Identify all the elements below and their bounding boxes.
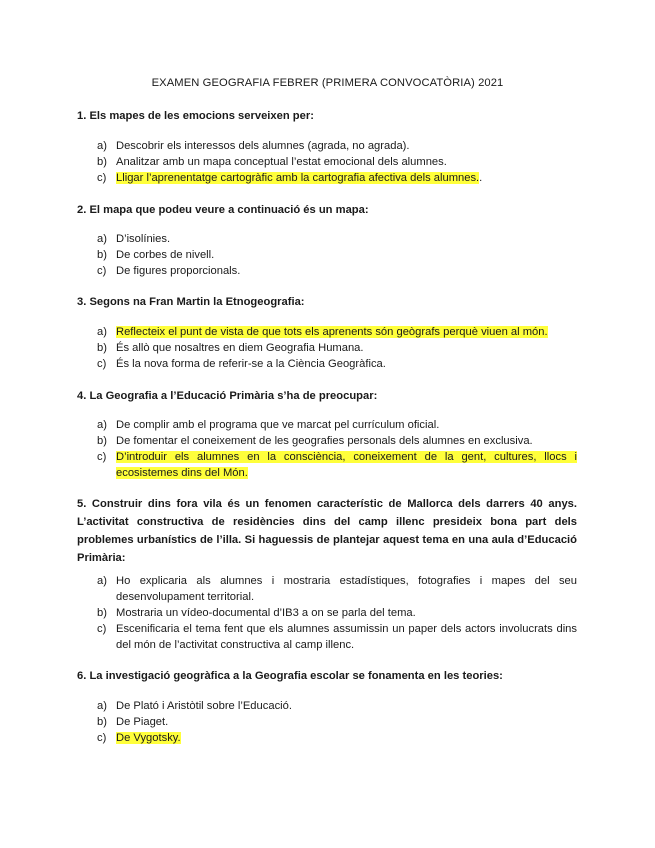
option-2c <box>77 263 577 279</box>
option-letter: c) <box>97 623 107 635</box>
option-text-highlighted: De Vygotsky. <box>116 732 181 744</box>
option-5a <box>77 573 577 605</box>
option-5c <box>77 621 577 653</box>
option-text-highlighted: D’introduir els alumnes en la consciència, coneixement de la gent, cultures, llocs i ecosistemes dins del Món. <box>116 451 577 479</box>
question-4: 4. La Geografia a l’Educació Primària s’ha de preocupar: <box>77 390 378 402</box>
option-4c <box>77 449 577 481</box>
option-2a <box>77 231 577 247</box>
option-3c <box>77 356 577 372</box>
option-letter: c) <box>97 451 107 463</box>
option-1a <box>77 138 577 154</box>
option-letter: b) <box>97 156 107 168</box>
option-text: De Piaget. <box>116 716 169 728</box>
option-4a <box>77 417 577 433</box>
option-3b <box>77 340 577 356</box>
question-4-options <box>77 417 577 481</box>
option-text: De complir amb el programa que ve marcat pel currículum oficial. <box>116 419 440 431</box>
option-text: Ho explicaria als alumnes i mostraria estadístiques, fotografies i mapes del seu desenvolupament territorial. <box>116 575 577 603</box>
option-1c: c) Lligar l’aprenentatge cartogràfic amb la cartografia afectiva dels alumnes.. <box>97 172 483 184</box>
question-2-options <box>77 231 577 279</box>
option-text: D’isolínies. <box>116 233 171 245</box>
question-3: 3. Segons na Fran Martin la Etnogeografia: <box>77 296 305 308</box>
question-6: 6. La investigació geogràfica a la Geografia escolar se fonamenta en les teories: <box>77 670 503 682</box>
option-text: Mostraria un vídeo-documental d’IB3 a on se parla del tema. <box>116 607 416 619</box>
option-6c <box>77 730 577 746</box>
option-2b <box>77 247 577 263</box>
question-2: 2. El mapa que podeu veure a continuació és un mapa: <box>77 204 369 216</box>
option-letter: a) <box>97 700 107 712</box>
option-text: De Plató i Aristòtil sobre l’Educació. <box>116 700 292 712</box>
option-text-highlighted: Lligar l’aprenentatge cartogràfic amb la cartografia afectiva dels alumnes. <box>116 172 480 184</box>
option-letter: c) <box>97 265 107 277</box>
option-letter: c) <box>97 172 107 184</box>
option-letter: b) <box>97 342 107 354</box>
option-letter: c) <box>97 732 107 744</box>
option-letter: b) <box>97 716 107 728</box>
option-1b <box>77 154 577 170</box>
option-4b <box>77 433 577 449</box>
option-text: De fomentar el coneixement de les geografies personals dels alumnes en exclusiva. <box>116 435 533 447</box>
option-letter: b) <box>97 435 107 447</box>
question-6-options <box>77 698 577 746</box>
option-letter: a) <box>97 326 107 338</box>
question-1: 1. Els mapes de les emocions serveixen per: <box>77 110 314 122</box>
option-text: És allò que nosaltres en diem Geografia Humana. <box>116 342 364 354</box>
option-letter: b) <box>97 607 107 619</box>
option-text: De figures proporcionals. <box>116 265 241 277</box>
option-letter: a) <box>97 233 107 245</box>
option-text: De corbes de nivell. <box>116 249 215 261</box>
exam-title: EXAMEN GEOGRAFIA FEBRER (PRIMERA CONVOCATÒRIA) 2021 <box>151 77 504 89</box>
question-5-options <box>77 573 577 653</box>
option-6a <box>77 698 577 714</box>
option-text: Descobrir els interessos dels alumnes (agrada, no agrada). <box>116 140 410 152</box>
option-letter: b) <box>97 249 107 261</box>
option-text: Escenificaria el tema fent que els alumnes assumissin un paper dels actors involucrats dins del món de l’activitat constructiva al camp illenc. <box>116 623 577 651</box>
option-text: Analitzar amb un mapa conceptual l’estat emocional dels alumnes. <box>116 156 447 168</box>
option-letter: c) <box>97 358 107 370</box>
question-5: 5. Construir dins fora vila és un fenomen característic de Mallorca dels darrers 40 anys. L’activitat constructiva de residències dins del camp illenc presideix bona part dels problemes urbanístics de l’illa. Si haguessis de plantejar aquest tema en una aula d’Educació Primària: <box>77 498 577 564</box>
option-letter: a) <box>97 419 107 431</box>
option-letter: a) <box>97 575 107 587</box>
option-text-highlighted: Reflecteix el punt de vista de que tots els aprenents són geògrafs perquè viuen al món. <box>116 326 548 338</box>
option-3a <box>77 324 577 340</box>
option-6b <box>77 714 577 730</box>
question-1-options <box>77 138 577 186</box>
option-5b <box>77 605 577 621</box>
option-letter: a) <box>97 140 107 152</box>
option-text: És la nova forma de referir-se a la Ciència Geogràfica. <box>116 358 386 370</box>
question-3-options <box>77 324 577 372</box>
